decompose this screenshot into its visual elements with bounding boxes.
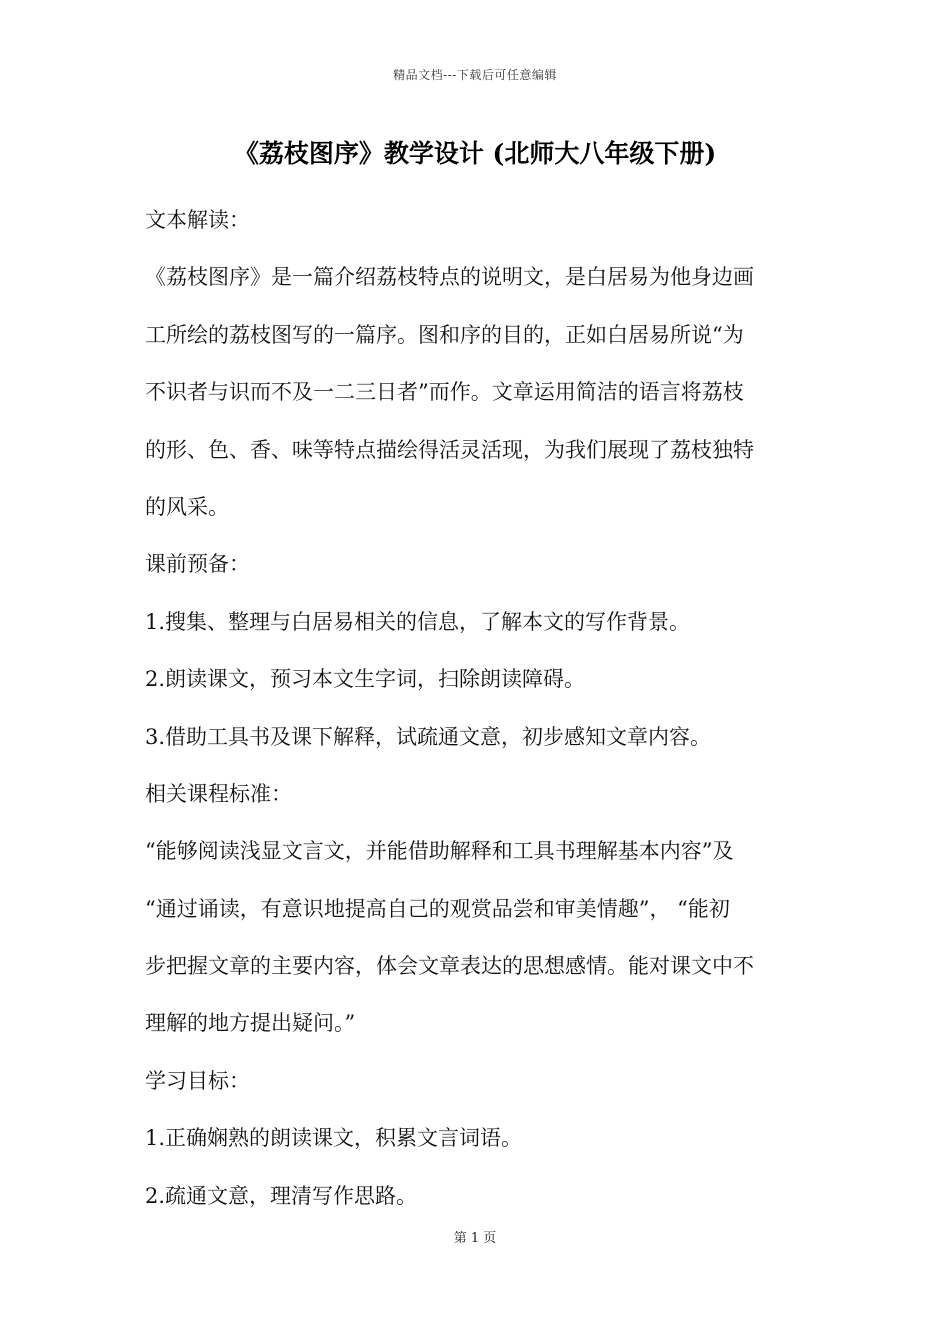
- section-heading-text-reading: 文本解读：: [145, 208, 250, 232]
- paragraph-line: 不识者与识而不及一二三日者”而作。文章运用简洁的语言将荔枝: [145, 380, 744, 405]
- paragraph-line: 《荔枝图序》是一篇介绍荔枝特点的说明文，是白居易为他身边画: [145, 265, 754, 290]
- paragraph-line: “通过诵读，有意识地提高自己的观赏品尝和审美情趣”， “能初: [145, 896, 730, 921]
- page-header: 精品文档---下载后可任意编辑: [393, 68, 557, 82]
- section-heading-preparation: 课前预备：: [145, 552, 250, 577]
- paragraph-line: “能够阅读浅显文言文，并能借助解释和工具书理解基本内容”及: [145, 839, 734, 864]
- list-item: 3.借助工具书及课下解释，试疏通文意，初步感知文章内容。: [145, 724, 712, 749]
- paragraph-line: 工所绘的荔枝图写的一篇序。图和序的目的，正如白居易所说“为: [145, 322, 744, 347]
- paragraph-line: 的风采。: [145, 494, 229, 519]
- document-body: [145, 198, 810, 1231]
- paragraph-line: 理解的地方提出疑问。”: [145, 1011, 356, 1036]
- document-title: 《荔枝图序》教学设计 (北师大八年级下册): [233, 139, 717, 168]
- page-number: 第 1 页: [453, 1231, 497, 1246]
- section-heading-curriculum-standards: 相关课程标准：: [145, 781, 292, 806]
- list-item: 1.正确娴熟的朗读课文，积累文言词语。: [145, 1126, 523, 1151]
- list-item: 2.疏通文意，理清写作思路。: [145, 1183, 418, 1208]
- paragraph-line: 的形、色、香、味等特点描绘得活灵活现，为我们展现了荔枝独特: [145, 437, 754, 462]
- list-item: 1.搜集、整理与白居易相关的信息，了解本文的写作背景。: [145, 609, 691, 634]
- paragraph-line: 步把握文章的主要内容，体会文章表达的思想感情。能对课文中不: [145, 954, 754, 979]
- list-item: 2.朗读课文，预习本文生字词，扫除朗读障碍。: [145, 667, 586, 692]
- section-heading-learning-goals: 学习目标：: [145, 1068, 250, 1093]
